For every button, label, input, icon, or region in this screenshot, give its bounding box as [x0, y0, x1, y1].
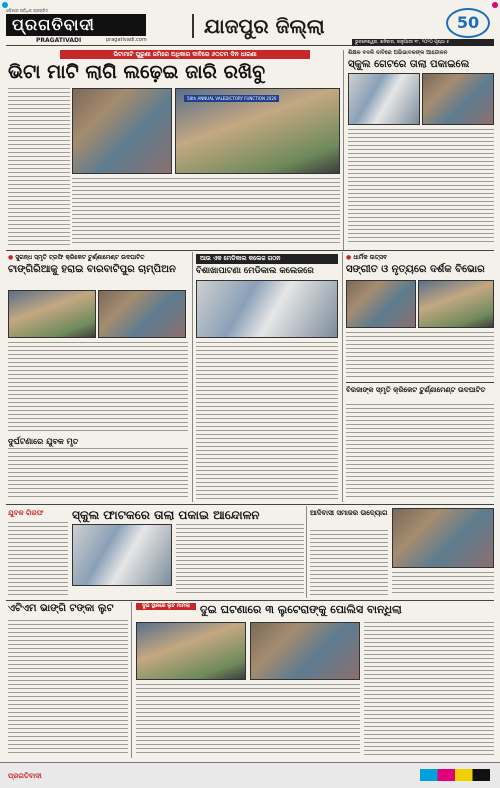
story10-photo-1: [136, 622, 246, 680]
lead-photo-right: [175, 88, 340, 174]
column-rule: [131, 602, 132, 758]
column-rule: [306, 506, 307, 598]
masthead-tagline: ଓଡ଼ିଶାର ସର୍ବାଧିକ ପ୍ରଚାରିତ: [6, 8, 49, 13]
story10-kicker: ଦୁଇ ସ୍ଥାନରେ ଲୁଟ ମାମଲା: [136, 603, 196, 610]
horizontal-rule: [6, 600, 494, 601]
story2-body-text: [8, 342, 188, 434]
story8-photo-caption: [392, 572, 494, 596]
story8-body-text: [310, 530, 388, 596]
footer-credit: ପ୍ରଗତିବାଦୀ: [8, 771, 42, 780]
story2-photo-1: [8, 290, 96, 338]
dateline: ଭୁବନେଶ୍ୱର, ଶନିବାର, ଜାନୁଆରୀ ୧୮, ୨୦୨୦ ପୃଷ୍ଠା ୫: [352, 39, 494, 46]
banner-caption: 58th ANNUAL VALEDICTORY FUNCTION 2020: [184, 95, 279, 102]
story7-photo: [72, 524, 172, 586]
story4-body-text: [346, 332, 494, 378]
story3-body-text: [196, 342, 338, 500]
small-left-headline: ଯୁବକ ଗିରଫ: [8, 508, 44, 517]
story7-body-text: [176, 524, 304, 596]
footer-bar: [0, 762, 500, 788]
website-text: pragativadi.com: [106, 37, 147, 43]
story2-headline: ଟାଙ୍ଗିରିଆକୁ ହରାଇ ବାରବାଟିପୁର ଚାମ୍ପିଅନ: [8, 264, 176, 275]
story3-kicker: ଆଉ ଏକ ମେଡିକାଲ କଲେଜ ଗଠନ: [196, 254, 338, 264]
story4-photo-2: [418, 280, 494, 328]
masthead: [6, 8, 494, 46]
newspaper-logo: ପ୍ରଗତିବାଦୀ: [6, 14, 146, 36]
story5-headline: ବିରଜାଙ୍କ ସ୍ମୃତି କ୍ରିକେଟ ଟୁର୍ଣ୍ଣାମେଣ୍ଟ ଉଦଘାଟିତ: [346, 382, 494, 394]
lead-headline: ଭିଟା ମାଟି ଲାଗି ଲଢ଼େଇ ଜାରି ରଖିବୁ: [8, 61, 266, 83]
story6-headline: ଦୁର୍ଘଟଣାରେ ଯୁବକ ମୃତ: [8, 436, 79, 446]
story10-photo-2: [250, 622, 360, 680]
story8-headline: ଆଦିବାସୀ ସମାଜର ଉଦ୍ୟୋଗ: [310, 508, 388, 517]
story10-headline: ଦୁଇ ଘଟଣାରେ ୩ ଲୁଟେରାଙ୍କୁ ପୋଲିସ ବାନ୍ଧିଲା: [200, 603, 402, 616]
anniversary-badge: 50: [446, 8, 490, 38]
horizontal-rule: [6, 504, 494, 505]
story4-kicker: ● ଧାର୍ମିକ ଉତ୍ସବ: [346, 254, 494, 262]
lead-body-text: [8, 88, 70, 246]
right-headline: ସ୍କୁଲ ଗେଟରେ ତାଲା ପକାଇଲେ: [348, 59, 470, 70]
logo-subtitle: PRAGATIVADI: [36, 37, 82, 44]
right-photo-2: [422, 73, 494, 125]
lead-kicker: ଭିଟାମାଟି ପୁରୁଣା ଜମିରେ ଅଧିକାର ଦାବିରେ ୬୦ତମ ଦିନ ଧାରଣା: [60, 50, 310, 59]
column-rule: [342, 252, 343, 502]
story2-photo-2: [98, 290, 186, 338]
story10-body-text: [136, 684, 360, 756]
story2-kicker: ● ସୁଗନ୍ଧ ସ୍ମୃତି ଟ୍ରଫି କ୍ରିକେଟ ଟୁର୍ଣ୍ଣାମେଣ୍ଟ ଉଦଘାଟିତ: [8, 254, 188, 262]
column-rule: [343, 50, 344, 250]
story9-body-text: [8, 620, 128, 756]
lead-body-text-lower: [72, 178, 340, 246]
story3-headline: ବିଶାଖାପାଟଣା ମେଡିକାଲ କଲେଜରେ: [196, 266, 314, 276]
story7-headline: ସ୍କୁଲ ଫାଟକରେ ତାଲା ପକାଇ ଆନ୍ଦୋଳନ: [72, 508, 260, 522]
story4-headline: ସଙ୍ଗୀତ ଓ ନୃତ୍ୟରେ ଦର୍ଶକ ବିଭୋର: [346, 264, 485, 275]
story3-photo: [196, 280, 338, 338]
lead-photo-left: [72, 88, 172, 174]
story5-body-text: [346, 404, 494, 500]
column-rule: [192, 252, 193, 502]
story9-headline: ଏଟିଏମ ଭାଙ୍ଗି ଟଙ୍କା ଲୁଟ: [8, 603, 114, 614]
story8-photo: [392, 508, 494, 568]
right-body-text: [348, 129, 494, 245]
color-bar: [420, 769, 490, 781]
page-title: ଯାଜପୁର ଜିଲ୍ଲା: [192, 14, 325, 38]
story10-body-right: [364, 622, 494, 756]
right-kicker: ଶିକ୍ଷକ ବଦଳି ଦାବିରେ ଅଭିଭାବକଙ୍କ ଆନ୍ଦୋଳନ: [348, 50, 448, 56]
story6-body-text: [8, 448, 188, 500]
story4-photo-1: [346, 280, 416, 328]
small-left-body: [8, 522, 68, 596]
horizontal-rule: [6, 250, 494, 251]
right-photo-1: [348, 73, 420, 125]
